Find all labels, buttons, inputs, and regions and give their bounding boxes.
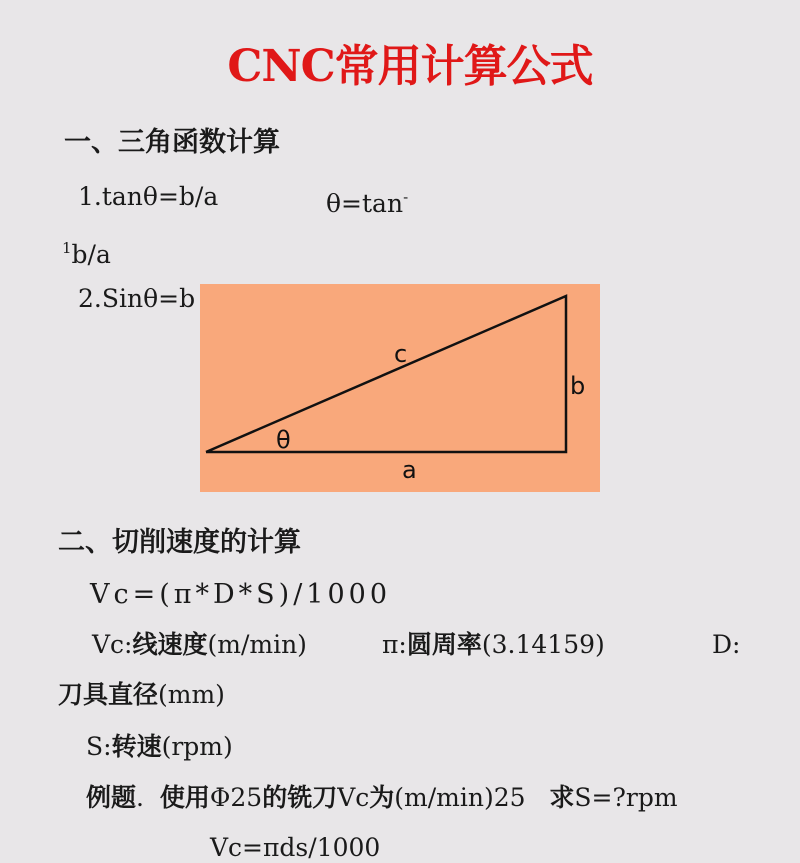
example-find: 求 [549,783,575,812]
section2-heading: 二、切削速度的计算 [58,527,301,558]
d-prefix: D: [712,630,741,659]
example-unit-value: (m/min)25 [394,783,526,812]
arctan-superscript: - [403,188,409,206]
vc-term: 线速度 [132,630,208,659]
arctan-text: θ=tan [326,189,404,218]
example-use: 使用 [159,783,210,812]
pi-definition [382,630,605,660]
s-prefix: S: [86,732,112,761]
example-dot: . [136,783,144,812]
s-term: 转速 [111,732,162,761]
triangle-figure [200,284,600,492]
pi-value: (3.14159) [481,630,605,659]
tan-formula: 1.tanθ=b/a [78,182,219,211]
sin-formula: 2.Sinθ=b [78,284,196,313]
right-triangle-diagram [200,284,600,492]
triangle-outline [206,296,566,452]
d-term: 刀具直径 [58,680,159,709]
hypotenuse-label: c [394,340,408,368]
cutting-speed-formula: Vc=(π*D*S)/1000 [90,579,392,610]
s-unit: (rpm) [161,732,233,761]
d-definition [58,680,225,710]
arctan-exponent: 1 [62,239,72,257]
arctan-formula [326,182,408,219]
s-definition [86,732,233,762]
example-s-unknown: S=?rpm [574,783,678,812]
arctan-ratio: b/a [71,240,111,269]
vc-prefix: Vc: [92,630,133,659]
example-vc: Vc [337,783,370,812]
example-problem [86,783,678,813]
opposite-side-label: b [570,372,586,400]
section1-heading: 一、三角函数计算 [64,127,280,158]
example-label: 例题 [86,783,137,812]
pi-prefix: π: [382,630,407,659]
angle-theta-label: θ [276,426,291,454]
d-unit: (mm) [158,680,225,709]
example-diameter: Φ25 [209,783,263,812]
arctan-continued [62,233,111,270]
example-is: 为 [369,783,395,812]
pi-term: 圆周率 [406,630,482,659]
vc-unit: (m/min) [207,630,307,659]
example-solution-partial: Vc=πds/1000 [210,833,381,862]
vc-definition [92,630,307,660]
page-title: CNC常用计算公式 [227,41,593,92]
example-tool: 的铣刀 [262,783,338,812]
adjacent-side-label: a [402,456,417,484]
